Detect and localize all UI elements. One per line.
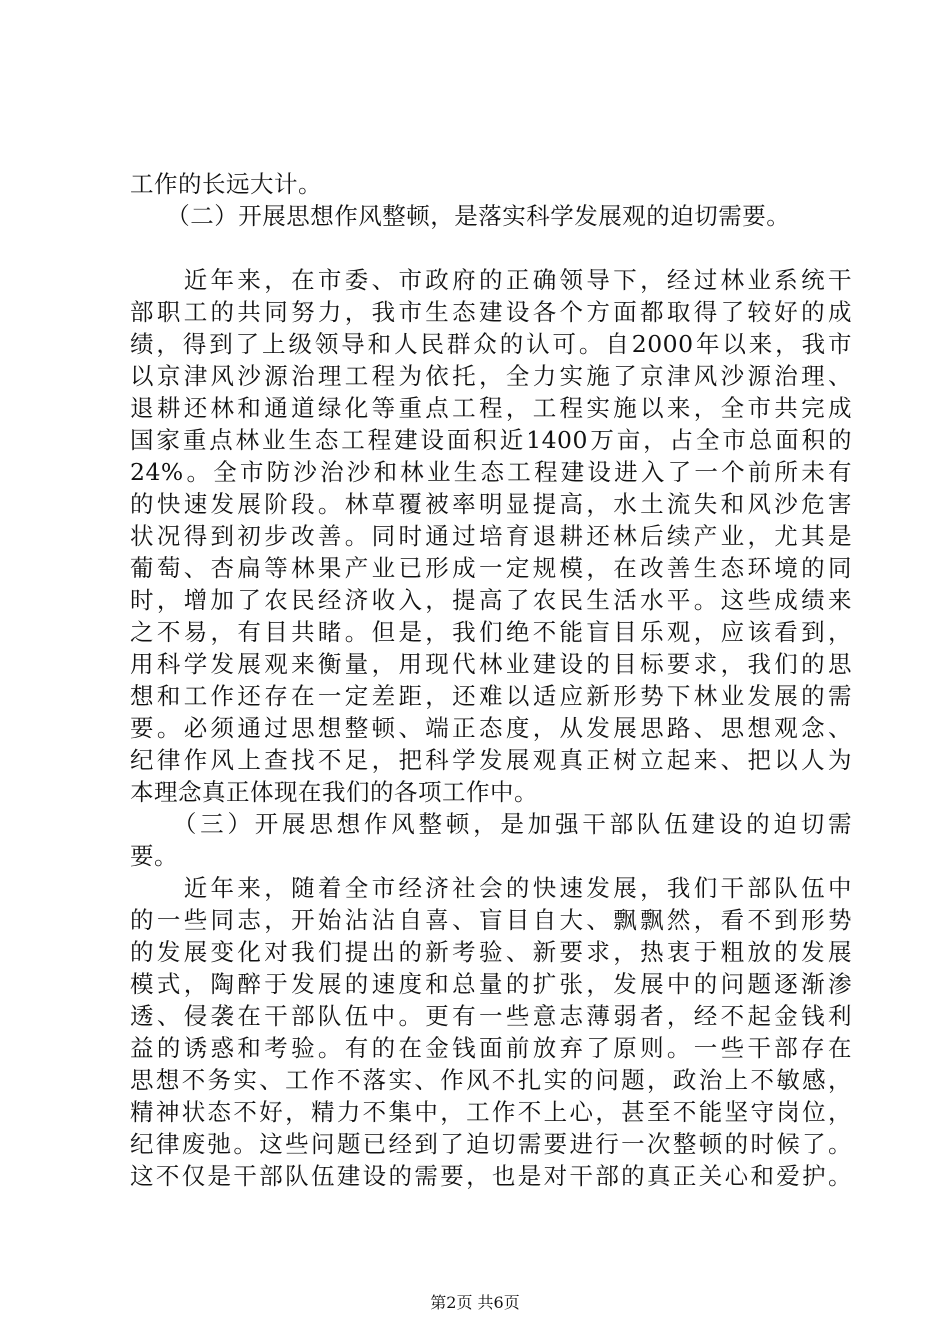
paragraph-line: 用科学发展观来衡量，用现代林业建设的目标要求，我们的思 xyxy=(130,650,852,678)
heading-line: （三）开展思想作风整顿，是加强干部队伍建设的迫切需 xyxy=(130,810,852,838)
paragraph-line: 纪律作风上查找不足，把科学发展观真正树立起来、把以人为 xyxy=(130,746,852,774)
paragraph-line: 退耕还林和通道绿化等重点工程，工程实施以来，全市共完成 xyxy=(130,394,852,422)
paragraph-line: 部职工的共同努力，我市生态建设各个方面都取得了较好的成 xyxy=(130,298,852,326)
paragraph-line: 思想不务实、工作不落实、作风不扎实的问题，政治上不敏感， xyxy=(130,1066,852,1094)
paragraph-3 xyxy=(130,872,852,1192)
paragraph-line: 时，增加了农民经济收入，提高了农民生活水平。这些成绩来 xyxy=(130,586,852,614)
paragraph-line: 绩，得到了上级领导和人民群众的认可。自2000年以来，我市 xyxy=(130,330,852,358)
paragraph-line: 国家重点林业生态工程建设面积近1400万亩，占全市总面积的 xyxy=(130,426,852,454)
paragraph-line: 精神状态不好，精力不集中，工作不上心，甚至不能坚守岗位， xyxy=(130,1098,852,1126)
page-number: 第2页 共6页 xyxy=(430,1293,520,1312)
paragraph-line: 近年来，随着全市经济社会的快速发展，我们干部队伍中 xyxy=(130,874,852,902)
paragraph-line: 近年来，在市委、市政府的正确领导下，经过林业系统干 xyxy=(130,266,852,294)
paragraph-line: 之不易，有目共睹。但是，我们绝不能盲目乐观，应该看到， xyxy=(130,618,852,646)
paragraph-line: 要。必须通过思想整顿、端正态度，从发展思路、思想观念、 xyxy=(130,714,852,742)
paragraph-line: 24%。全市防沙治沙和林业生态工程建设进入了一个前所未有 xyxy=(130,458,852,486)
document-body xyxy=(130,168,852,1192)
heading-line: 要。 xyxy=(130,842,178,870)
paragraph-line: 的一些同志，开始沾沾自喜、盲目自大、飘飘然，看不到形势 xyxy=(130,906,852,934)
paragraph-line: 这不仅是干部队伍建设的需要，也是对干部的真正关心和爱护。 xyxy=(130,1162,852,1190)
paragraph-line: 纪律废弛。这些问题已经到了迫切需要进行一次整顿的时候了。 xyxy=(130,1130,852,1158)
paragraph-2 xyxy=(130,264,852,808)
paragraph-line: 模式，陶醉于发展的速度和总量的扩张，发展中的问题逐渐渗 xyxy=(130,970,852,998)
paragraph-line: 以京津风沙源治理工程为依托，全力实施了京津风沙源治理、 xyxy=(130,362,852,390)
paragraph-line: 本理念真正体现在我们的各项工作中。 xyxy=(130,778,538,806)
paragraph-line: 透、侵袭在干部队伍中。更有一些意志薄弱者，经不起金钱利 xyxy=(130,1002,852,1030)
paragraph-line: 的快速发展阶段。林草覆被率明显提高，水土流失和风沙危害 xyxy=(130,490,852,518)
paragraph-line: 状况得到初步改善。同时通过培育退耕还林后续产业，尤其是 xyxy=(130,522,852,550)
paragraph-line: 葡萄、杏扁等林果产业已形成一定规模，在改善生态环境的同 xyxy=(130,554,852,582)
blank-line xyxy=(130,232,852,264)
paragraph-tail-line: 工作的长远大计。 xyxy=(130,170,322,198)
paragraph-line: 益的诱惑和考验。有的在金钱面前放弃了原则。一些干部存在 xyxy=(130,1034,852,1062)
paragraph-line: 的发展变化对我们提出的新考验、新要求，热衷于粗放的发展 xyxy=(130,938,852,966)
section-heading-2: （二）开展思想作风整顿，是落实科学发展观的迫切需要。 xyxy=(130,202,791,230)
section-heading-3 xyxy=(130,808,852,872)
paragraph-line: 想和工作还存在一定差距，还难以适应新形势下林业发展的需 xyxy=(130,682,852,710)
